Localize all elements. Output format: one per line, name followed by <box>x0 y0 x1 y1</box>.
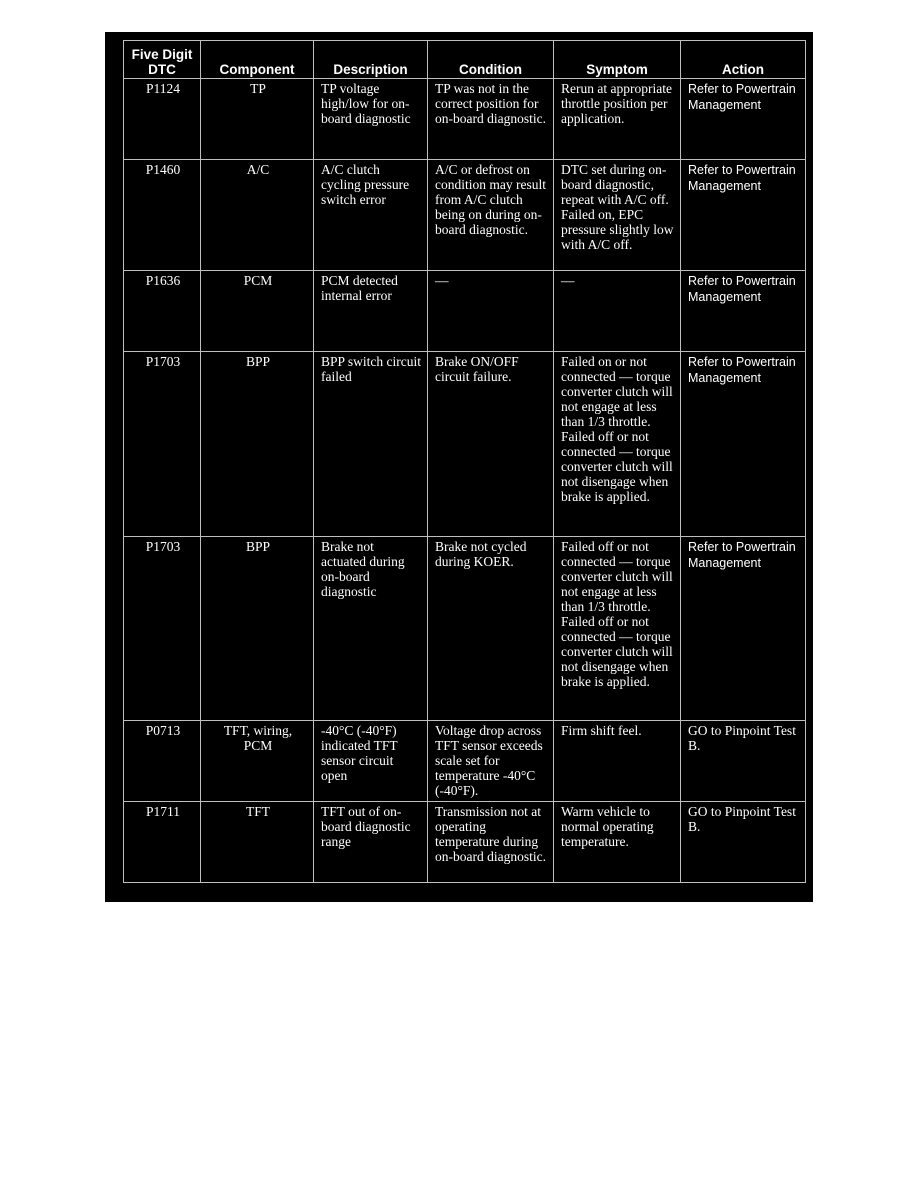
cell-dtc: P1711 <box>124 802 201 883</box>
cell-component: BPP <box>201 537 314 721</box>
cell-dtc: P0713 <box>124 721 201 802</box>
cell-symptom: DTC set during on-board diagnostic, repeat with A/C off. Failed on, EPC pressure slightly low with A/C off. <box>554 160 681 271</box>
table-row <box>124 802 806 883</box>
cell-description: PCM detected internal error <box>314 271 428 352</box>
header-description: Description <box>314 41 428 79</box>
cell-component: BPP <box>201 352 314 537</box>
cell-component: PCM <box>201 271 314 352</box>
cell-dtc: P1703 <box>124 352 201 537</box>
table-row <box>124 160 806 271</box>
table-row <box>124 271 806 352</box>
cell-action <box>681 352 806 537</box>
cell-component: TFT <box>201 802 314 883</box>
document-panel <box>105 32 813 902</box>
cell-action <box>681 160 806 271</box>
table-row <box>124 352 806 537</box>
cell-component: TFT, wiring, PCM <box>201 721 314 802</box>
cell-action-text: Refer to Powertrain Management <box>688 355 796 385</box>
cell-action: GO to Pinpoint Test B. <box>681 802 806 883</box>
cell-action-text: Refer to Powertrain Management <box>688 274 796 304</box>
cell-component: TP <box>201 79 314 160</box>
cell-action <box>681 79 806 160</box>
cell-symptom: Failed on or not connected — torque converter clutch will not engage at less than 1/3 throttle. Failed off or not connected — torque converter clutch will not disengage when brake is applied. <box>554 352 681 537</box>
cell-action <box>681 537 806 721</box>
header-condition: Condition <box>428 41 554 79</box>
cell-description: BPP switch circuit failed <box>314 352 428 537</box>
cell-condition: A/C or defrost on condition may result from A/C clutch being on during on-board diagnostic. <box>428 160 554 271</box>
cell-condition: Brake not cycled during KOER. <box>428 537 554 721</box>
cell-action-text: Refer to Powertrain Management <box>688 540 796 570</box>
cell-condition: — <box>428 271 554 352</box>
cell-description: Brake not actuated during on-board diagnostic <box>314 537 428 721</box>
table-header-row <box>124 41 806 79</box>
header-component: Component <box>201 41 314 79</box>
cell-symptom: Rerun at appropriate throttle position per application. <box>554 79 681 160</box>
cell-description: -40°C (-40°F) indicated TFT sensor circuit open <box>314 721 428 802</box>
cell-symptom: Firm shift feel. <box>554 721 681 802</box>
cell-action: GO to Pinpoint Test B. <box>681 721 806 802</box>
table-row <box>124 79 806 160</box>
cell-condition: Voltage drop across TFT sensor exceeds scale set for temperature -40°C (-40°F). <box>428 721 554 802</box>
cell-action <box>681 271 806 352</box>
cell-description: TP voltage high/low for on-board diagnostic <box>314 79 428 160</box>
cell-action-text: Refer to Powertrain Management <box>688 82 796 112</box>
cell-component: A/C <box>201 160 314 271</box>
cell-action-text: Refer to Powertrain Management <box>688 163 796 193</box>
cell-condition: TP was not in the correct position for on-board diagnostic. <box>428 79 554 160</box>
cell-dtc: P1460 <box>124 160 201 271</box>
cell-dtc: P1636 <box>124 271 201 352</box>
cell-symptom: Failed off or not connected — torque converter clutch will not engage at less than 1/3 throttle. Failed off or not connected — torque converter clutch will not disengage when brake is applied. <box>554 537 681 721</box>
dtc-table <box>123 40 806 883</box>
cell-symptom: Warm vehicle to normal operating temperature. <box>554 802 681 883</box>
cell-description: A/C clutch cycling pressure switch error <box>314 160 428 271</box>
table-row <box>124 537 806 721</box>
header-dtc: Five Digit DTC <box>124 41 201 79</box>
cell-description: TFT out of on-board diagnostic range <box>314 802 428 883</box>
cell-condition: Transmission not at operating temperature during on-board diagnostic. <box>428 802 554 883</box>
cell-dtc: P1124 <box>124 79 201 160</box>
cell-condition: Brake ON/OFF circuit failure. <box>428 352 554 537</box>
header-action: Action <box>681 41 806 79</box>
table-row <box>124 721 806 802</box>
cell-dtc: P1703 <box>124 537 201 721</box>
header-symptom: Symptom <box>554 41 681 79</box>
cell-symptom: — <box>554 271 681 352</box>
